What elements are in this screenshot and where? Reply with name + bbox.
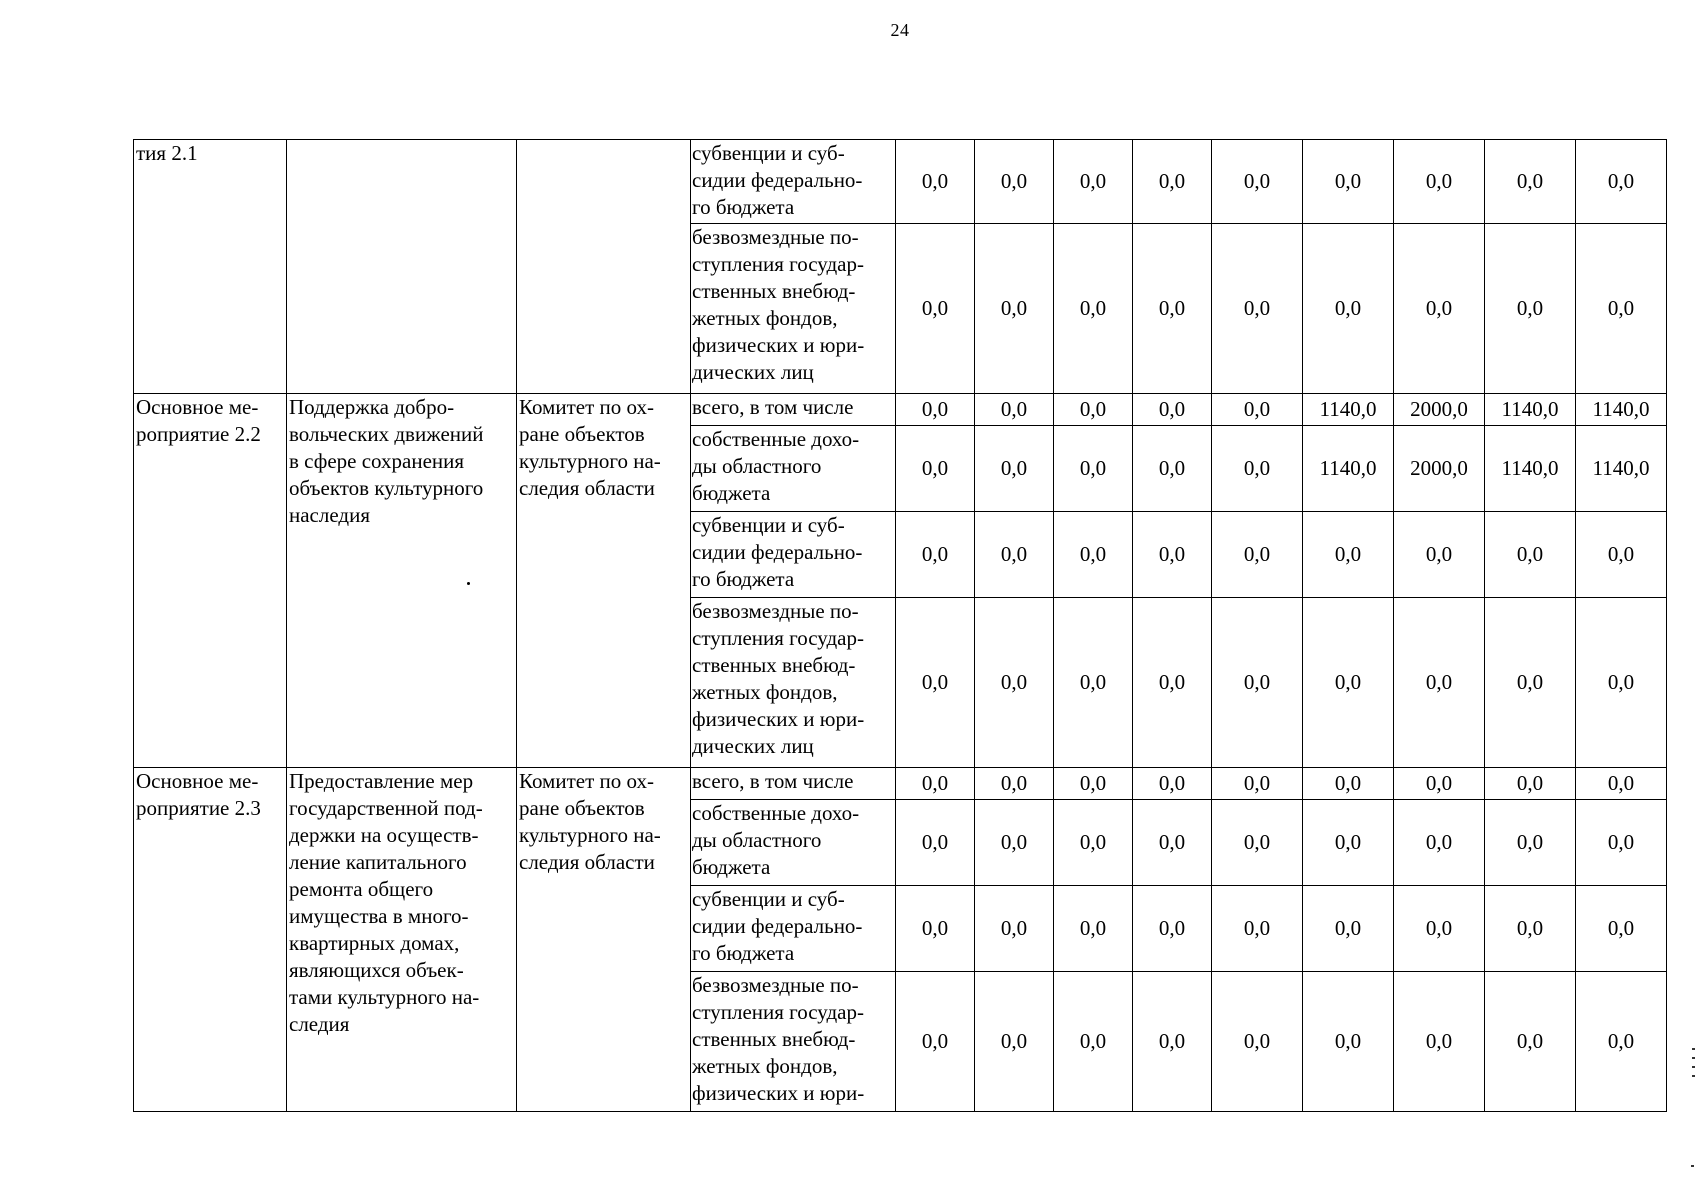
event-name-cell [287,394,517,768]
value-cell: 0,0 [896,886,975,972]
value-cell: 0,0 [1485,972,1576,1112]
value-cell: 0,0 [1303,800,1394,886]
value-cell: 0,0 [1054,800,1133,886]
value-cell: 0,0 [1303,224,1394,394]
value-cell: 0,0 [1133,512,1212,598]
value-cell: 0,0 [1394,140,1485,224]
value-cell: 0,0 [1485,512,1576,598]
funding-source-cell [691,224,896,394]
table-row [134,394,1667,426]
value-cell: 0,0 [896,140,975,224]
event-text: Основное ме- роприятие 2.2 [136,395,261,446]
event-cell [134,140,287,394]
page-number: 24 [890,20,910,40]
value-cell: 0,0 [975,768,1054,800]
funding-source-cell [691,426,896,512]
executor-text: Комитет по ох- ране объектов культурного на- следия области [519,395,661,500]
value-cell: 0,0 [1485,886,1576,972]
value-cell: 0,0 [1212,512,1303,598]
value-cell: 0,0 [1394,800,1485,886]
value-cell: 0,0 [1133,140,1212,224]
value-cell: 0,0 [1212,800,1303,886]
scan-edge-tick [1691,1165,1694,1167]
value-cell: 0,0 [975,886,1054,972]
value-cell: 1140,0 [1576,426,1667,512]
value-cell: 2000,0 [1394,426,1485,512]
value-cell: 0,0 [1054,886,1133,972]
value-cell: 0,0 [1576,886,1667,972]
value-cell: 0,0 [896,768,975,800]
funding-source-cell [691,512,896,598]
value-cell: 0,0 [1212,426,1303,512]
event-name-cell [287,768,517,1112]
value-cell: 0,0 [975,394,1054,426]
event-cell [134,768,287,1112]
value-cell: 0,0 [896,512,975,598]
funding-source-cell [691,972,896,1112]
budget-table [133,139,1667,1112]
value-cell: 0,0 [896,426,975,512]
funding-source-text: субвенции и суб- сидии федерально- го бюджета [692,887,863,965]
executor-text: Комитет по ох- ране объектов культурного на- следия области [519,769,661,874]
scan-speck [467,582,470,585]
value-cell: 0,0 [1303,886,1394,972]
value-cell: 0,0 [975,140,1054,224]
value-cell: 0,0 [1576,800,1667,886]
value-cell: 0,0 [1054,512,1133,598]
value-cell: 0,0 [1054,394,1133,426]
value-cell: 0,0 [1485,768,1576,800]
value-cell: 0,0 [975,800,1054,886]
value-cell: 0,0 [1576,512,1667,598]
value-cell: 0,0 [1133,800,1212,886]
value-cell: 0,0 [1054,768,1133,800]
funding-source-text: безвозмездные по- ступления государ- ственных внебюд- жетных фондов, физических и юри- дических лиц [692,599,865,758]
value-cell: 0,0 [1133,598,1212,768]
value-cell: 1140,0 [1576,394,1667,426]
value-cell: 0,0 [896,800,975,886]
value-cell: 0,0 [1303,140,1394,224]
value-cell: 0,0 [896,224,975,394]
value-cell: 0,0 [1212,886,1303,972]
value-cell: 0,0 [1394,886,1485,972]
funding-source-cell [691,598,896,768]
value-cell: 0,0 [1576,768,1667,800]
value-cell: 0,0 [1133,394,1212,426]
funding-source-cell [691,394,896,426]
value-cell: 0,0 [1212,972,1303,1112]
value-cell: 0,0 [975,512,1054,598]
funding-source-text: всего, в том числе [692,769,854,793]
value-cell: 0,0 [1394,598,1485,768]
funding-source-text: субвенции и суб- сидии федерально- го бюджета [692,513,863,591]
funding-source-cell [691,140,896,224]
funding-source-text: субвенции и суб- сидии федерально- го бюджета [692,141,863,219]
value-cell: 0,0 [1212,394,1303,426]
value-cell: 0,0 [1576,224,1667,394]
event-cell [134,394,287,768]
value-cell: 0,0 [1133,426,1212,512]
table-row [134,140,1667,224]
value-cell: 0,0 [1054,426,1133,512]
value-cell: 1140,0 [1485,426,1576,512]
value-cell: 0,0 [975,224,1054,394]
value-cell: 0,0 [1303,598,1394,768]
value-cell: 0,0 [1394,972,1485,1112]
value-cell: 1140,0 [1485,394,1576,426]
value-cell: 0,0 [1133,886,1212,972]
event-text: тия 2.1 [136,141,198,165]
funding-source-text: безвозмездные по- ступления государ- ственных внебюд- жетных фондов, физических и юри- [692,973,865,1105]
funding-source-text: собственные дохо- ды областного бюджета [692,801,860,879]
value-cell: 0,0 [1485,800,1576,886]
funding-source-text: безвозмездные по- ступления государ- ственных внебюд- жетных фондов, физических и юри- дических лиц [692,225,865,384]
value-cell: 0,0 [1133,224,1212,394]
funding-source-cell [691,768,896,800]
value-cell: 1140,0 [1303,426,1394,512]
event-name-cell [287,140,517,394]
value-cell: 0,0 [1212,140,1303,224]
value-cell: 0,0 [1303,972,1394,1112]
value-cell: 0,0 [975,426,1054,512]
value-cell: 0,0 [1576,972,1667,1112]
event-name-text: Поддержка добро- вольческих движений в сфере сохранения объектов культурного наследия [289,395,484,527]
table-body [134,140,1667,1112]
event-name-text: Предоставление мер государственной под- держки на осуществ- ление капитального ремонта общего имущества в много- квартирных домах, являющихся объек- тами культурного на- следия [289,769,483,1036]
value-cell: 0,0 [1485,598,1576,768]
value-cell: 0,0 [1054,140,1133,224]
funding-source-text: собственные дохо- ды областного бюджета [692,427,860,505]
value-cell: 0,0 [1212,768,1303,800]
value-cell: 0,0 [1485,224,1576,394]
value-cell: 0,0 [975,598,1054,768]
value-cell: 0,0 [1133,768,1212,800]
value-cell: 0,0 [1054,598,1133,768]
funding-source-cell [691,886,896,972]
value-cell: 0,0 [1576,140,1667,224]
executor-cell [517,394,691,768]
value-cell: 0,0 [896,598,975,768]
value-cell: 0,0 [1054,972,1133,1112]
event-text: Основное ме- роприятие 2.3 [136,769,261,820]
value-cell: 0,0 [1576,598,1667,768]
table-row [134,768,1667,800]
value-cell: 0,0 [1054,224,1133,394]
value-cell: 0,0 [975,972,1054,1112]
value-cell: 0,0 [1212,224,1303,394]
executor-cell [517,768,691,1112]
value-cell: 0,0 [896,972,975,1112]
value-cell: 0,0 [1133,972,1212,1112]
value-cell: 0,0 [1394,224,1485,394]
value-cell: 1140,0 [1303,394,1394,426]
executor-cell [517,140,691,394]
funding-source-text: всего, в том числе [692,395,854,419]
value-cell: 0,0 [1303,768,1394,800]
value-cell: 0,0 [1303,512,1394,598]
value-cell: 0,0 [1212,598,1303,768]
value-cell: 0,0 [896,394,975,426]
value-cell: 0,0 [1394,768,1485,800]
value-cell: 0,0 [1485,140,1576,224]
value-cell: 2000,0 [1394,394,1485,426]
funding-source-cell [691,800,896,886]
value-cell: 0,0 [1394,512,1485,598]
scan-edge-marks [1692,1048,1695,1084]
